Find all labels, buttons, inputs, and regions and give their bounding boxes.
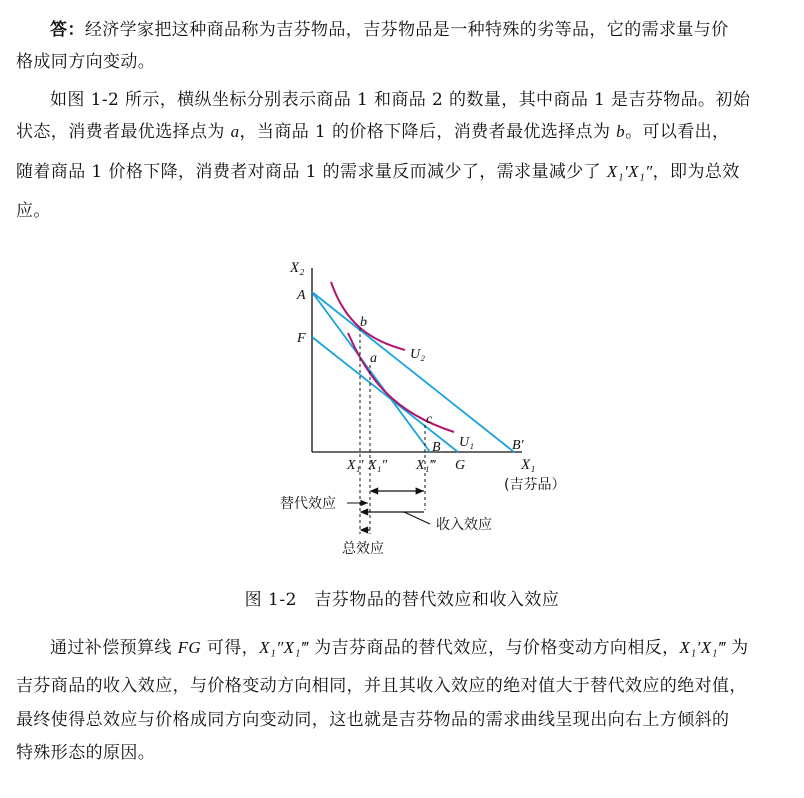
- total-effect-label: 总效应: [342, 541, 384, 557]
- label-U2: U₂: [410, 347, 425, 362]
- conclusion-paragraph: [16, 627, 794, 769]
- tick-x1-prime: X₁′: [347, 458, 364, 473]
- x-axis-label: X₁: [521, 457, 536, 473]
- income-math: X₁′X₁‴: [679, 638, 726, 657]
- label-c: c: [426, 412, 433, 427]
- income-leader: [404, 512, 430, 524]
- conclusion-line-4: 特殊形态的原因。: [16, 743, 156, 763]
- tick-x1-double: X₁″: [368, 458, 388, 473]
- label-a: a: [370, 351, 377, 366]
- conclusion-line-1: [16, 627, 794, 669]
- label-B-prime: B′: [512, 438, 524, 453]
- conclusion-line-3: 最终使得总效应与价格成同方向变动同，这也就是吉芬物品的需求曲线呈现出向右上方倾斜的: [16, 710, 730, 730]
- budget-line-FG: [312, 337, 458, 452]
- tick-x1-triple: X₁‴: [416, 458, 436, 473]
- conclusion-line-1-c: 为吉芬商品的替代效应，与价格变动方向相反，: [308, 638, 680, 658]
- point-a-label: a: [230, 122, 240, 141]
- explanation-line-2-a: 状态，消费者最优选择点为: [16, 122, 231, 142]
- substitution-math: X₁″X₁‴: [259, 638, 309, 657]
- fg-label: FG: [177, 638, 202, 657]
- explanation-line-2-b: ，当商品 1 的价格下降后，消费者最优选择点为: [239, 122, 617, 142]
- answer-text-1: 经济学家把这种商品称为吉芬物品，吉芬物品是一种特殊的劣等品，它的需求量与价: [84, 20, 729, 40]
- figure-caption: 图 1-2 吉芬物品的替代效应和收入效应: [244, 590, 560, 610]
- answer-line-2: 格成同方向变动。: [16, 52, 156, 72]
- label-b: b: [360, 315, 367, 330]
- explanation-line-2-c: 。可以看出，: [625, 122, 730, 142]
- explanation-line-3-b: ，即为总效: [652, 162, 740, 182]
- label-U1: U₁: [459, 435, 474, 450]
- conclusion-line-1-a: 通过补偿预算线: [50, 638, 178, 658]
- label-B: B: [432, 440, 441, 455]
- label-G: G: [455, 458, 466, 473]
- label-A: A: [297, 288, 306, 303]
- label-F: F: [297, 331, 306, 346]
- y-axis-label: X₂: [290, 260, 305, 276]
- explanation-line-3-a: 随着商品 1 价格下降，消费者对商品 1 的需求量反而减少了，需求量减少了: [16, 162, 607, 182]
- substitution-effect-label: 替代效应: [280, 496, 336, 512]
- x-axis-note: (吉芬品）: [504, 477, 566, 493]
- conclusion-line-1-b: 可得，: [201, 638, 260, 658]
- point-b-label: b: [616, 122, 626, 141]
- explanation-line-4: 应。: [16, 201, 51, 221]
- conclusion-line-2: 吉芬商品的收入效应，与价格变动方向相同，并且其收入效应的绝对值大于替代效应的绝对值，: [16, 676, 747, 696]
- income-effect-label: 收入效应: [436, 517, 492, 533]
- total-effect-math: X₁′X₁″: [606, 162, 653, 181]
- conclusion-line-1-d: 为: [725, 638, 749, 658]
- answer-label: 答：: [50, 20, 85, 40]
- explanation-line-1: 如图 1-2 所示，横纵坐标分别表示商品 1 和商品 2 的数量，其中商品 1 是吉芬物品。初始: [50, 90, 751, 110]
